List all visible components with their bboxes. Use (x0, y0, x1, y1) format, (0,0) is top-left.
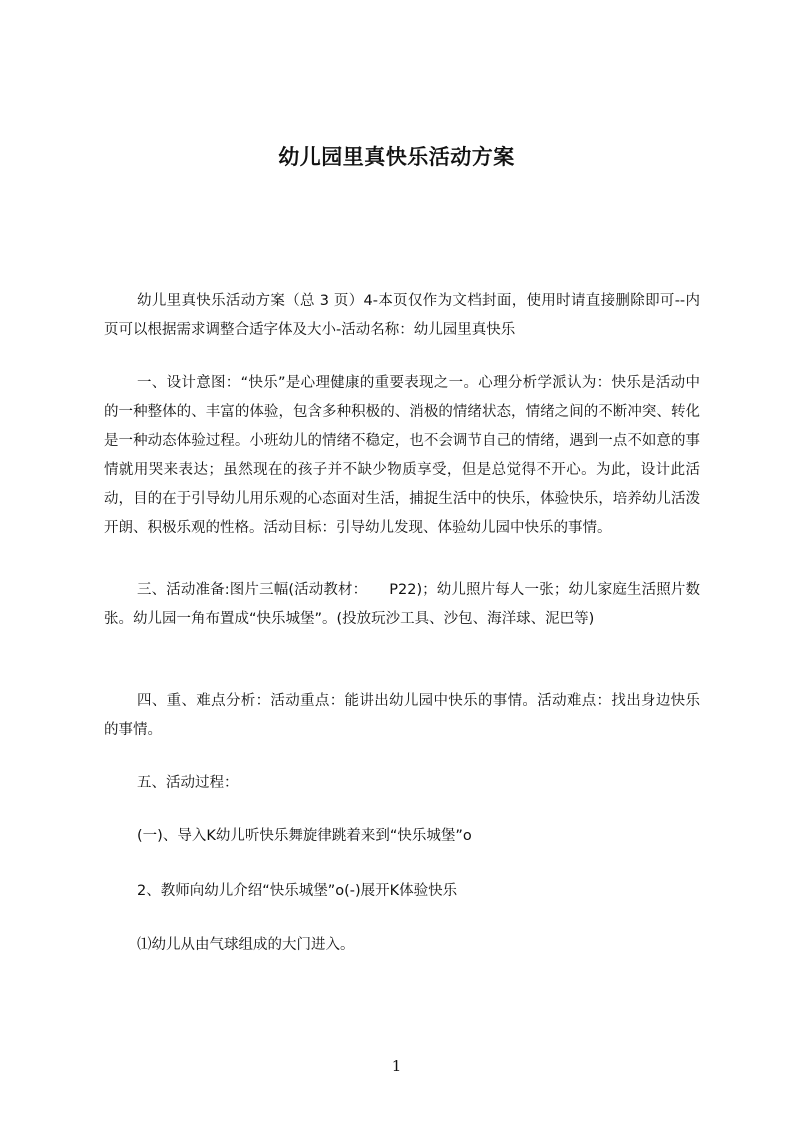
paragraph-activity-process-heading: 五、活动过程： (137, 775, 239, 791)
page-number: 1 (391, 1057, 402, 1075)
paragraph-step-intro: (一)、导入K幼儿听快乐舞旋律跳着来到“快乐城堡”o (137, 828, 472, 844)
paragraph-activity-preparation: 三、活动准备:图片三幅(活动教材： P22)；幼儿照片每人一张；幼儿家庭生活照片数张。幼儿园一角布置成“快乐城堡”。(投放玩沙工具、沙包、海洋球、泥巴等) (104, 582, 700, 627)
paragraph-intro: 幼儿里真快乐活动方案（总 3 页）4-本页仅作为文档封面，使用时请直接删除即可--内页可以根据需求调整合适字体及大小-活动名称：幼儿园里真快乐 (104, 293, 700, 338)
paragraph-key-difficulty: 四、重、难点分析：活动重点：能讲出幼儿园中快乐的事情。活动难点：找出身边快乐的事情。 (104, 693, 700, 738)
paragraph-step-balloon-door: ⑴幼儿从由气球组成的大门进入。 (137, 937, 355, 953)
paragraph-design-intent: 一、设计意图：“快乐”是心理健康的重要表现之一。心理分析学派认为：快乐是活动中的一种整体的、丰富的体验，包含多种积极的、消极的情绪状态，情绪之间的不断冲突、转化是一种动态体验过程。小班幼儿的情绪不稳定，也不会调节自己的情绪，遇到一点不如意的事情就用哭来表达；虽然现在的孩子并不缺少物质享受，但是总觉得不开心。为此，设计此活动，目的在于引导幼儿用乐观的心态面对生活，捕捉生活中的快乐，体验快乐，培养幼儿活泼开朗、积极乐观的性格。活动目标：引导幼儿发现、体验幼儿园中快乐的事情。 (104, 375, 700, 536)
paragraph-step-teacher: 2、教师向幼儿介绍“快乐城堡”o(-)展开K体验快乐 (137, 883, 458, 899)
document-title: 幼儿园里真快乐活动方案 (278, 145, 515, 169)
